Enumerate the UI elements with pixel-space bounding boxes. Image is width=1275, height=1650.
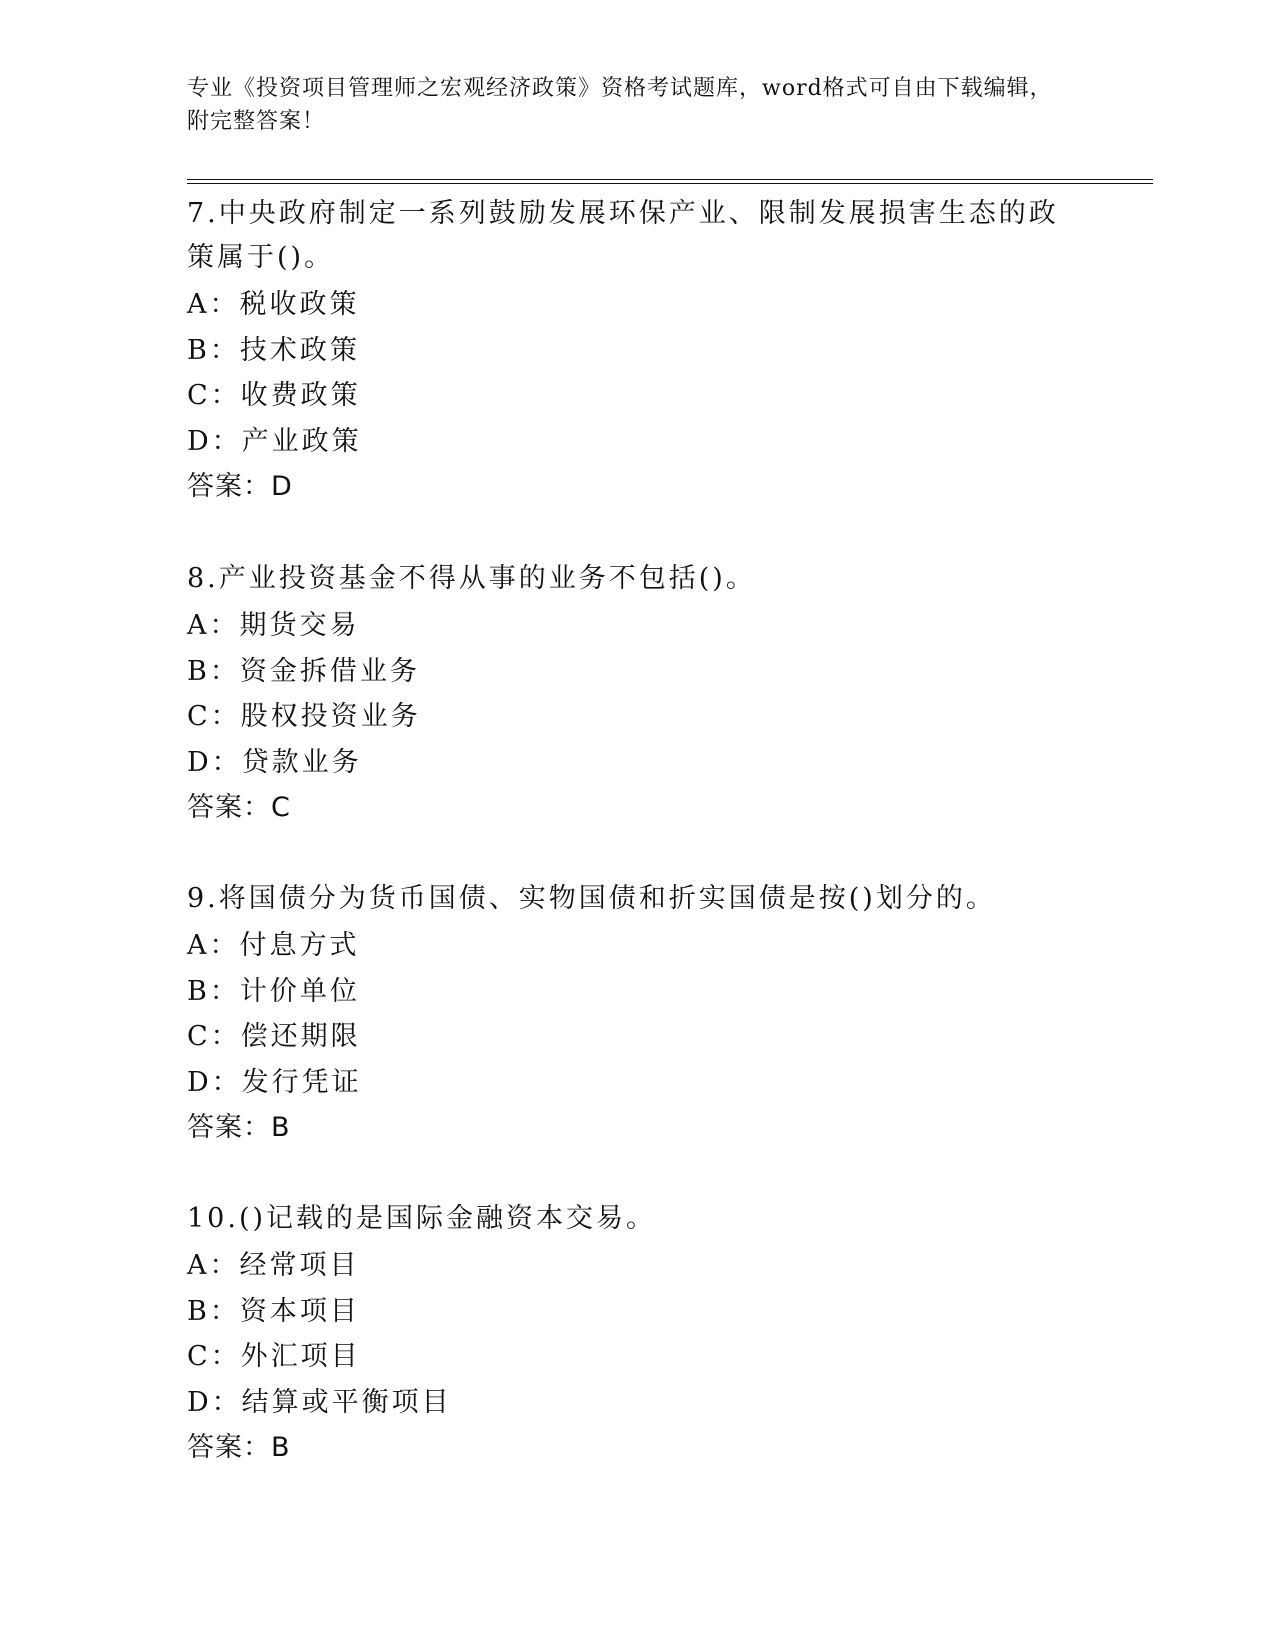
option-a: A：经常项目 — [187, 1250, 360, 1281]
answer-line: 答案：B — [187, 1112, 291, 1143]
question-7 — [187, 192, 1087, 510]
question-8 — [187, 557, 1087, 831]
option-c: C：偿还期限 — [187, 1021, 361, 1052]
option-c: C：股权投资业务 — [187, 701, 421, 732]
option-c: C：外汇项目 — [187, 1341, 361, 1372]
option-b: B：资本项目 — [187, 1295, 360, 1327]
question-9 — [187, 877, 1087, 1151]
question-10 — [187, 1197, 1087, 1471]
option-d: D：产业政策 — [187, 425, 362, 457]
answer-line: 答案：C — [187, 792, 291, 823]
option-a: A：期货交易 — [187, 610, 360, 641]
header-text: 专业《投资项目管理师之宏观经济政策》资格考试题库，word格式可自由下载编辑，附完整答案！ — [187, 76, 1053, 134]
option-a: A：付息方式 — [187, 930, 360, 961]
option-c: C：收费政策 — [187, 380, 361, 411]
question-stem: 8.产业投资基金不得从事的业务不包括()。 — [187, 563, 756, 594]
option-b: B：技术政策 — [187, 334, 360, 366]
answer-line: 答案：D — [187, 471, 293, 502]
question-stem: 10.()记载的是国际金融资本交易。 — [187, 1203, 657, 1234]
option-a: A：税收政策 — [187, 289, 360, 320]
question-stem: 9.将国债分为货币国债、实物国债和折实国债是按()划分的。 — [187, 883, 996, 914]
option-d: D：结算或平衡项目 — [187, 1386, 452, 1418]
header-divider-bottom — [187, 183, 1153, 184]
question-stem: 7.中央政府制定一系列鼓励发展环保产业、限制发展损害生态的政策属于()。 — [187, 198, 1059, 273]
option-d: D：发行凭证 — [187, 1066, 362, 1098]
option-b: B：资金拆借业务 — [187, 655, 420, 687]
header-divider-top — [187, 179, 1153, 180]
option-d: D：贷款业务 — [187, 746, 362, 778]
option-b: B：计价单位 — [187, 975, 360, 1007]
document-header — [187, 72, 1067, 138]
answer-line: 答案：B — [187, 1432, 291, 1463]
